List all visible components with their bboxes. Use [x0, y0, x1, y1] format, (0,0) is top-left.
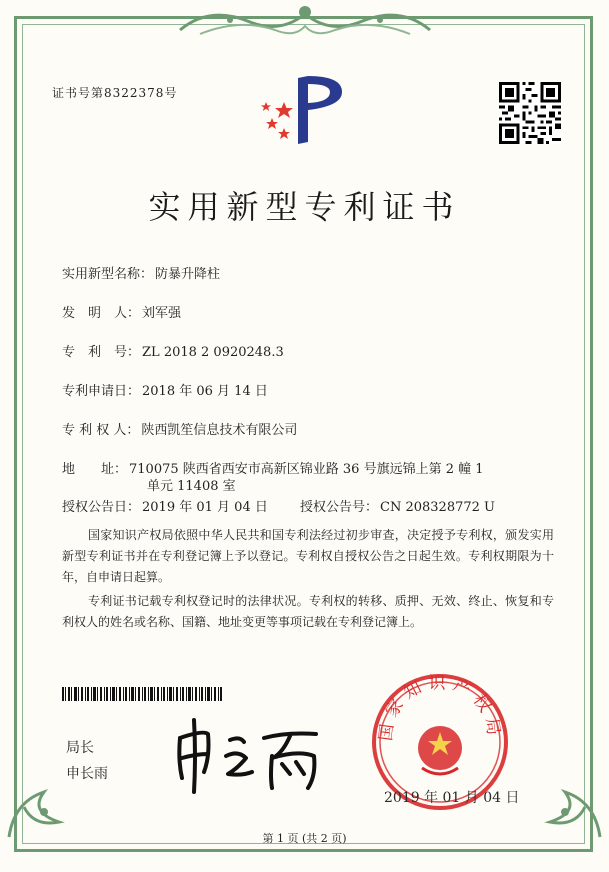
field-label: 实用新型名称：	[62, 267, 154, 282]
field-utility-model-name	[62, 263, 220, 282]
field-value: 刘军强	[142, 306, 182, 321]
field-label: 发 明 人：	[62, 306, 141, 321]
seal-text: 国家知识产权局	[376, 673, 504, 743]
field-label: 授权公告号：	[300, 500, 379, 515]
field-application-date	[62, 380, 268, 399]
field-address	[62, 458, 484, 477]
field-inventor	[62, 302, 181, 321]
field-value: 陕西凯笙信息技术有限公司	[141, 423, 298, 438]
body-paragraph-2: 专利证书记载专利权登记时的法律状况。专利权的转移、质押、无效、终止、恢复和专利权人的姓名或名称、国籍、地址变更等事项记载在专利登记簿上。	[62, 594, 554, 629]
certificate-title: 实用新型专利证书	[148, 188, 461, 226]
barcode-icon	[62, 687, 222, 701]
field-grant-date	[62, 496, 268, 515]
qr-code-icon	[499, 82, 561, 144]
field-address-line2: 单元 11408 室	[147, 479, 236, 494]
field-value: 710075 陕西省西安市高新区锦业路 36 号旗远锦上第 2 幢 1	[129, 462, 484, 477]
field-grant-number	[300, 496, 495, 515]
field-patent-number	[62, 341, 284, 360]
signature-icon	[168, 716, 328, 796]
field-patentee	[62, 419, 297, 438]
body-paragraph-1: 国家知识产权局依照中华人民共和国专利法经过初步审查，决定授予专利权，颁发实用新型专利证书并在专利登记簿上予以登记。专利权自授权公告之日起生效。专利权期限为十年，自申请日起算。	[62, 528, 554, 584]
field-value: 防暴升降柱	[155, 267, 221, 282]
page-number: 第 1 页 (共 2 页)	[262, 832, 347, 845]
patent-office-emblem-icon	[258, 72, 350, 152]
field-value: 2019 年 01 月 04 日	[142, 500, 268, 515]
field-label: 专 利 权 人：	[62, 423, 140, 438]
field-label: 专 利 号：	[62, 345, 141, 360]
director-name: 申长雨	[66, 766, 108, 782]
field-value: 2018 年 06 月 14 日	[142, 384, 268, 399]
director-title: 局长	[66, 740, 94, 756]
field-label: 专利申请日：	[62, 384, 141, 399]
field-label: 地 址：	[62, 462, 128, 477]
field-value: CN 208328772 U	[380, 500, 495, 515]
field-label: 授权公告日：	[62, 500, 141, 515]
certificate-number: 证书号第8322378号	[52, 86, 178, 100]
top-ornament-icon	[170, 0, 440, 44]
field-value: ZL 2018 2 0920248.3	[142, 345, 284, 360]
seal-date: 2019 年 01 月 04 日	[384, 790, 520, 806]
